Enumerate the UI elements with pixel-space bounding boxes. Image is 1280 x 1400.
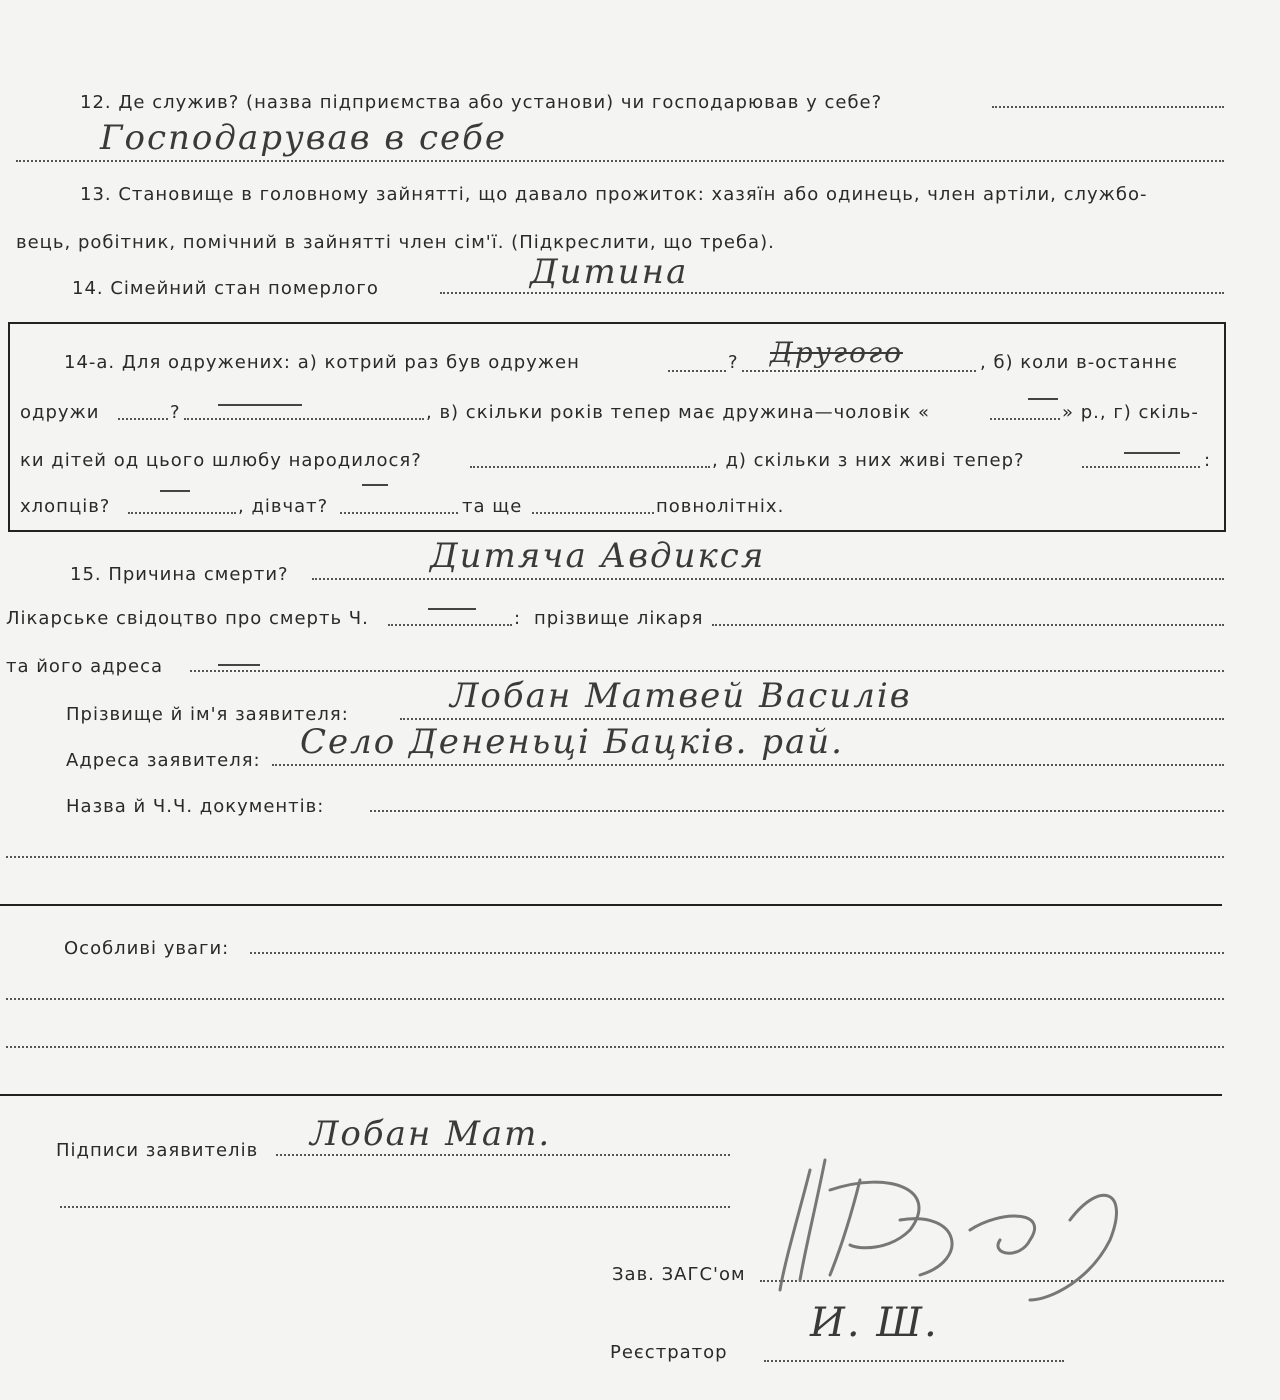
q14a-answer-a-line[interactable]: [742, 370, 976, 372]
cert-label: Лікарське свідоцтво про смерть Ч.: [6, 608, 369, 629]
q14a-line4-a: хлопців?: [20, 496, 111, 517]
q14a-q1: ?: [728, 352, 739, 373]
q13-line2: вець, робітник, помічний в зайнятті член сім'ї. (Підкреслити, що треба).: [16, 232, 775, 253]
q14a-line4-d: повнолітніх.: [656, 496, 785, 517]
q14-answer-line[interactable]: [440, 292, 1224, 294]
doctor-label: прізвище лікаря: [534, 608, 704, 629]
q14a-line4-c: та ще: [462, 496, 523, 517]
q15-label: 15. Причина смерти?: [70, 564, 289, 585]
q13-line1: 13. Становище в головному зайнятті, що давало прожиток: хазяїн або одинець, член артіли, службо-: [80, 184, 1148, 205]
q14a-spouse-age-dots[interactable]: [990, 418, 1060, 420]
q12-dots: [992, 106, 1224, 108]
q14a-children-alive-line[interactable]: [1082, 466, 1200, 468]
applicant-name-line[interactable]: [400, 718, 1224, 720]
q14a-line3-c: :: [1204, 450, 1212, 471]
q15-answer-line[interactable]: [312, 578, 1224, 580]
applicant-name: Лобан Матвей Василів: [450, 676, 912, 716]
q14a-adults-line[interactable]: [532, 512, 654, 514]
cert-number-line[interactable]: [388, 624, 512, 626]
doctor-address-line[interactable]: [190, 670, 1224, 672]
cert-dash: [428, 608, 476, 610]
q14a-line3-a: ки дітей од цього шлюбу народилося?: [20, 450, 422, 471]
q14a-dash-3: [1124, 452, 1180, 454]
q14a-line2-a: одружи: [20, 402, 100, 423]
q14a-children-born-line[interactable]: [470, 466, 710, 468]
q14a-line2-c: » р., г) скіль-: [1062, 402, 1199, 423]
registrar-signature: И. Ш.: [810, 1300, 939, 1346]
q14a-answer-a: Другого: [770, 336, 903, 369]
q14a-q2: ?: [170, 402, 181, 423]
q14a-line1-a: 14-а. Для одружених: а) котрий раз був одружен: [64, 352, 580, 373]
q14a-times-dots[interactable]: [668, 370, 726, 372]
signatures-line-1[interactable]: [276, 1154, 730, 1156]
applicant-signature: Лобан Мат.: [310, 1114, 552, 1154]
zags-head-label: Зав. ЗАГС'ом: [612, 1264, 746, 1285]
q14a-line1-b: , б) коли в-останнє: [980, 352, 1179, 373]
q14-answer: Дитина: [530, 252, 689, 292]
q14a-married-date-dots[interactable]: [118, 418, 168, 420]
q14a-line3-b: , д) скільки з них живі тепер?: [712, 450, 1025, 471]
section-divider-1: [0, 904, 1222, 906]
zags-head-signature: [770, 1150, 1170, 1300]
applicant-name-label: Прізвище й ім'я заявителя:: [66, 704, 349, 725]
registrar-label: Реєстратор: [610, 1342, 728, 1363]
documents-line[interactable]: [370, 810, 1224, 812]
q14a-dash-5: [362, 484, 388, 486]
q12-answer: Господарував в себе: [100, 118, 507, 158]
notes-line-3[interactable]: [6, 1046, 1224, 1048]
q14a-dash-1: [218, 404, 302, 406]
section-divider-2: [0, 1094, 1222, 1096]
notes-line-1[interactable]: [250, 952, 1224, 954]
registrar-line[interactable]: [764, 1360, 1064, 1362]
q14a-boys-line[interactable]: [128, 512, 236, 514]
doctor-address-label: та його адреса: [6, 656, 164, 677]
signatures-label: Підписи заявителів: [56, 1140, 259, 1161]
notes-label: Особливі уваги:: [64, 938, 230, 959]
q14a-dash-2: [1028, 398, 1058, 400]
documents-label: Назва й Ч.Ч. документів:: [66, 796, 325, 817]
q14a-married-date-line[interactable]: [184, 418, 424, 420]
q14-label: 14. Сімейний стан померлого: [72, 278, 379, 299]
applicant-address-label: Адреса заявителя:: [66, 750, 261, 771]
q14a-girls-line[interactable]: [340, 512, 458, 514]
applicant-address: Село Дененьці Бацків. рай.: [300, 722, 844, 762]
documents-line-2[interactable]: [6, 856, 1224, 858]
q14a-dash-4: [160, 490, 190, 492]
address-dash: [218, 664, 260, 666]
notes-line-2[interactable]: [6, 998, 1224, 1000]
applicant-address-line[interactable]: [272, 764, 1224, 766]
doctor-line[interactable]: [712, 624, 1224, 626]
q12-answer-line[interactable]: [16, 160, 1224, 162]
cert-sep: :: [514, 608, 522, 629]
signatures-line-2[interactable]: [60, 1206, 730, 1208]
q14a-line2-b: , в) скільки років тепер має дружина—чоловік «: [426, 402, 930, 423]
q12-label: 12. Де служив? (назва підприємства або установи) чи господарював у себе?: [80, 92, 883, 113]
q15-answer: Дитяча Авдикся: [430, 536, 766, 576]
q14a-line4-b: , дівчат?: [238, 496, 329, 517]
